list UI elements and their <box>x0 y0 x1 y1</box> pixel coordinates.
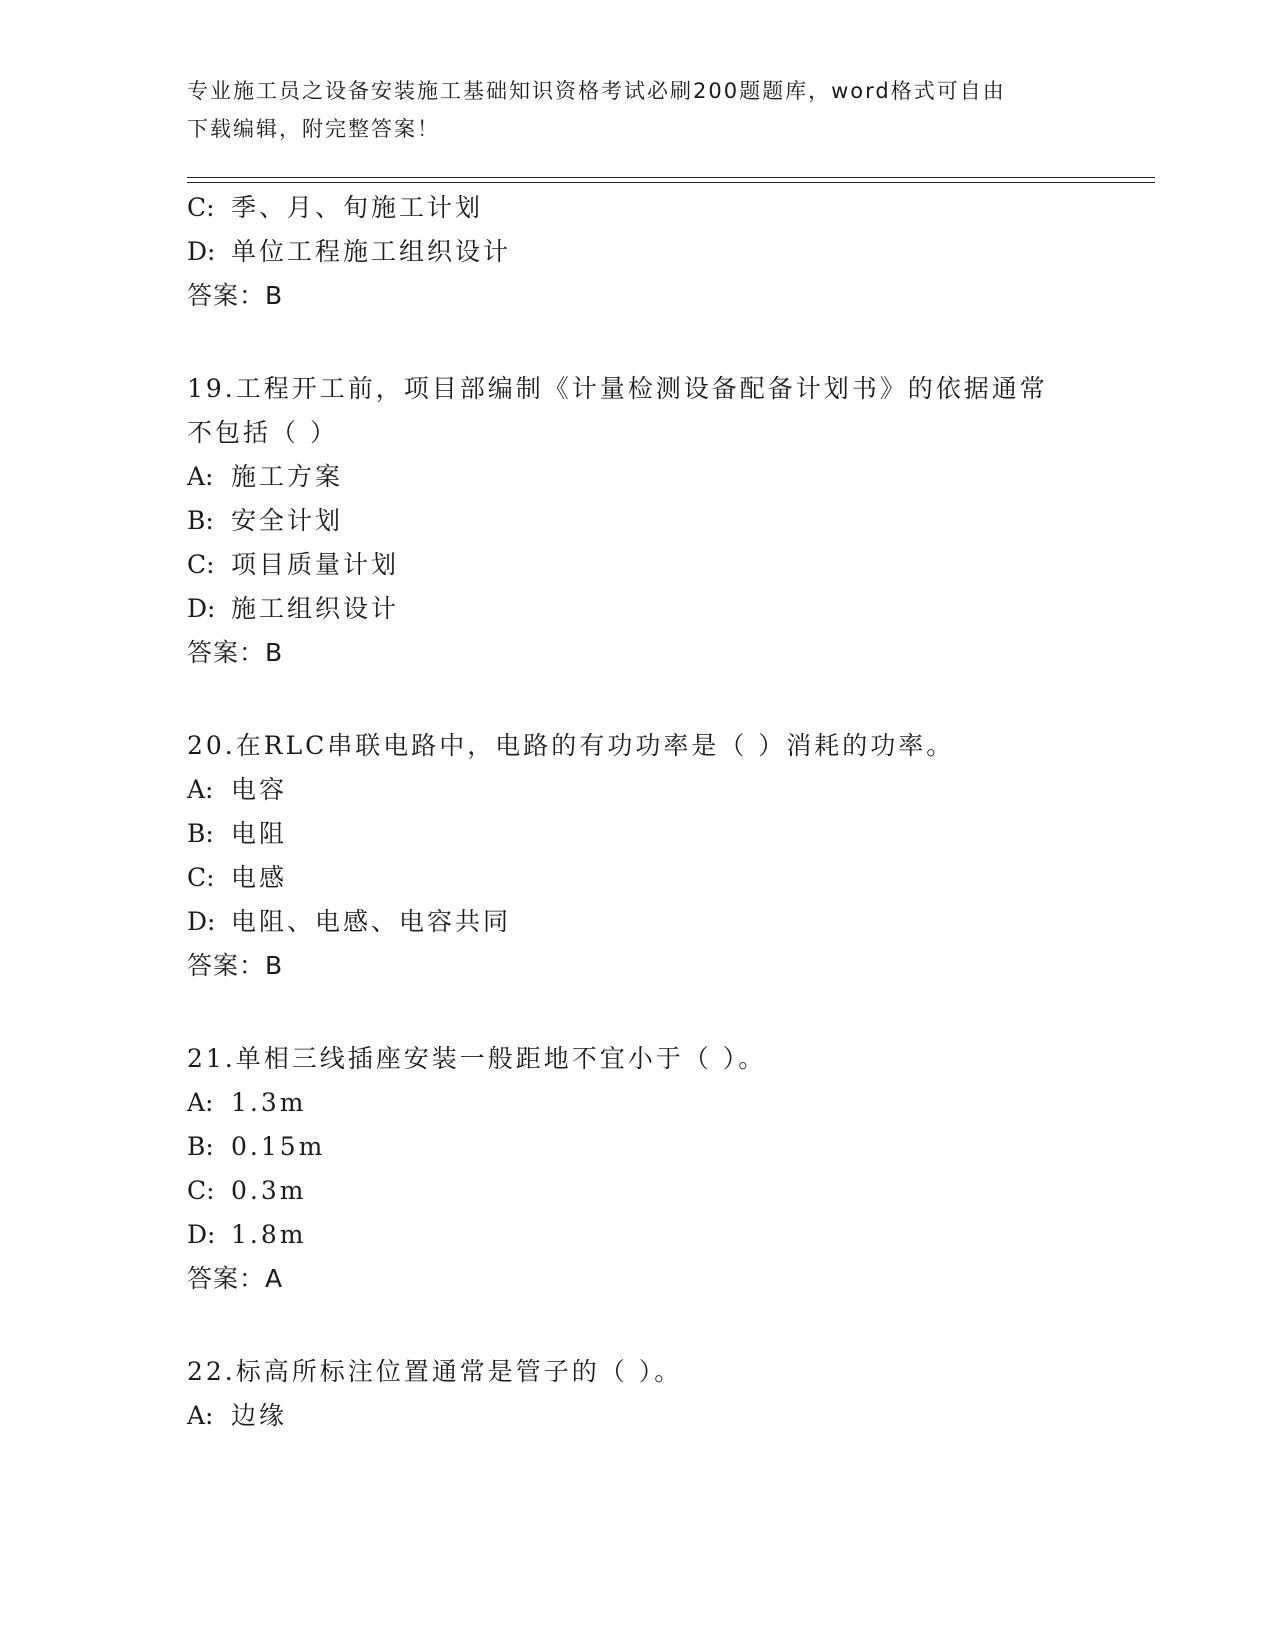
option-text: 安全计划 <box>231 506 344 535</box>
option-label: D: <box>187 907 216 936</box>
option-text: 单位工程施工组织设计 <box>231 237 512 266</box>
question-19-line-1: 19.工程开工前，项目部编制《计量检测设备配备计划书》的依据通常 <box>187 374 1048 403</box>
option-c <box>187 549 399 581</box>
option-text: 电容 <box>231 775 288 804</box>
option-label: A: <box>187 775 214 804</box>
option-label: B: <box>187 1132 214 1161</box>
option-b <box>187 818 287 850</box>
option-text: 项目质量计划 <box>231 550 400 579</box>
option-text: 季、月、旬施工计划 <box>231 193 484 222</box>
option-text: 边缘 <box>231 1401 288 1430</box>
option-text: 电阻、电感、电容共同 <box>231 907 512 936</box>
option-text: 1.8m <box>231 1220 307 1249</box>
option-c <box>187 192 483 224</box>
header-divider-top <box>187 177 1155 178</box>
option-text: 0.3m <box>231 1176 307 1205</box>
answer-line: 答案：A <box>187 1264 284 1293</box>
option-c <box>187 1175 306 1207</box>
option-a <box>187 1400 287 1432</box>
option-b <box>187 1131 325 1163</box>
question-22-line-1: 22.标高所标注位置通常是管子的（ ）。 <box>187 1357 683 1386</box>
question-21-line-1: 21.单相三线插座安装一般距地不宜小于（ ）。 <box>187 1044 767 1073</box>
option-label: D: <box>187 237 216 266</box>
option-text: 电阻 <box>231 819 288 848</box>
document-header <box>187 72 1077 148</box>
answer-line: 答案：B <box>187 281 284 310</box>
option-d <box>187 236 511 268</box>
option-a <box>187 774 287 806</box>
option-label: B: <box>187 819 214 848</box>
option-label: D: <box>187 594 216 623</box>
option-d <box>187 593 399 625</box>
option-text: 0.15m <box>231 1132 326 1161</box>
option-text: 1.3m <box>231 1088 307 1117</box>
option-b <box>187 505 343 537</box>
option-d <box>187 906 511 938</box>
header-line-1: 专业施工员之设备安装施工基础知识资格考试必刷200题题库，word格式可自由 <box>187 79 1006 103</box>
option-a <box>187 1087 306 1119</box>
option-label: C: <box>187 550 215 579</box>
option-label: C: <box>187 863 215 892</box>
option-label: C: <box>187 1176 215 1205</box>
header-divider-bottom <box>187 182 1155 183</box>
option-text: 施工方案 <box>231 462 344 491</box>
option-label: B: <box>187 506 214 535</box>
option-label: D: <box>187 1220 216 1249</box>
answer-line: 答案：B <box>187 951 284 980</box>
option-label: A: <box>187 1401 214 1430</box>
question-19-line-2: 不包括（ ） <box>187 418 338 447</box>
option-d <box>187 1219 306 1251</box>
option-label: A: <box>187 462 214 491</box>
option-label: A: <box>187 1088 214 1117</box>
option-label: C: <box>187 193 215 222</box>
option-text: 施工组织设计 <box>231 594 400 623</box>
option-a <box>187 461 343 493</box>
answer-line: 答案：B <box>187 638 284 667</box>
question-20-line-1: 20.在RLC串联电路中，电路的有功功率是（ ）消耗的功率。 <box>187 731 955 760</box>
option-c <box>187 862 287 894</box>
header-line-2: 下载编辑，附完整答案！ <box>187 117 440 141</box>
option-text: 电感 <box>231 863 288 892</box>
